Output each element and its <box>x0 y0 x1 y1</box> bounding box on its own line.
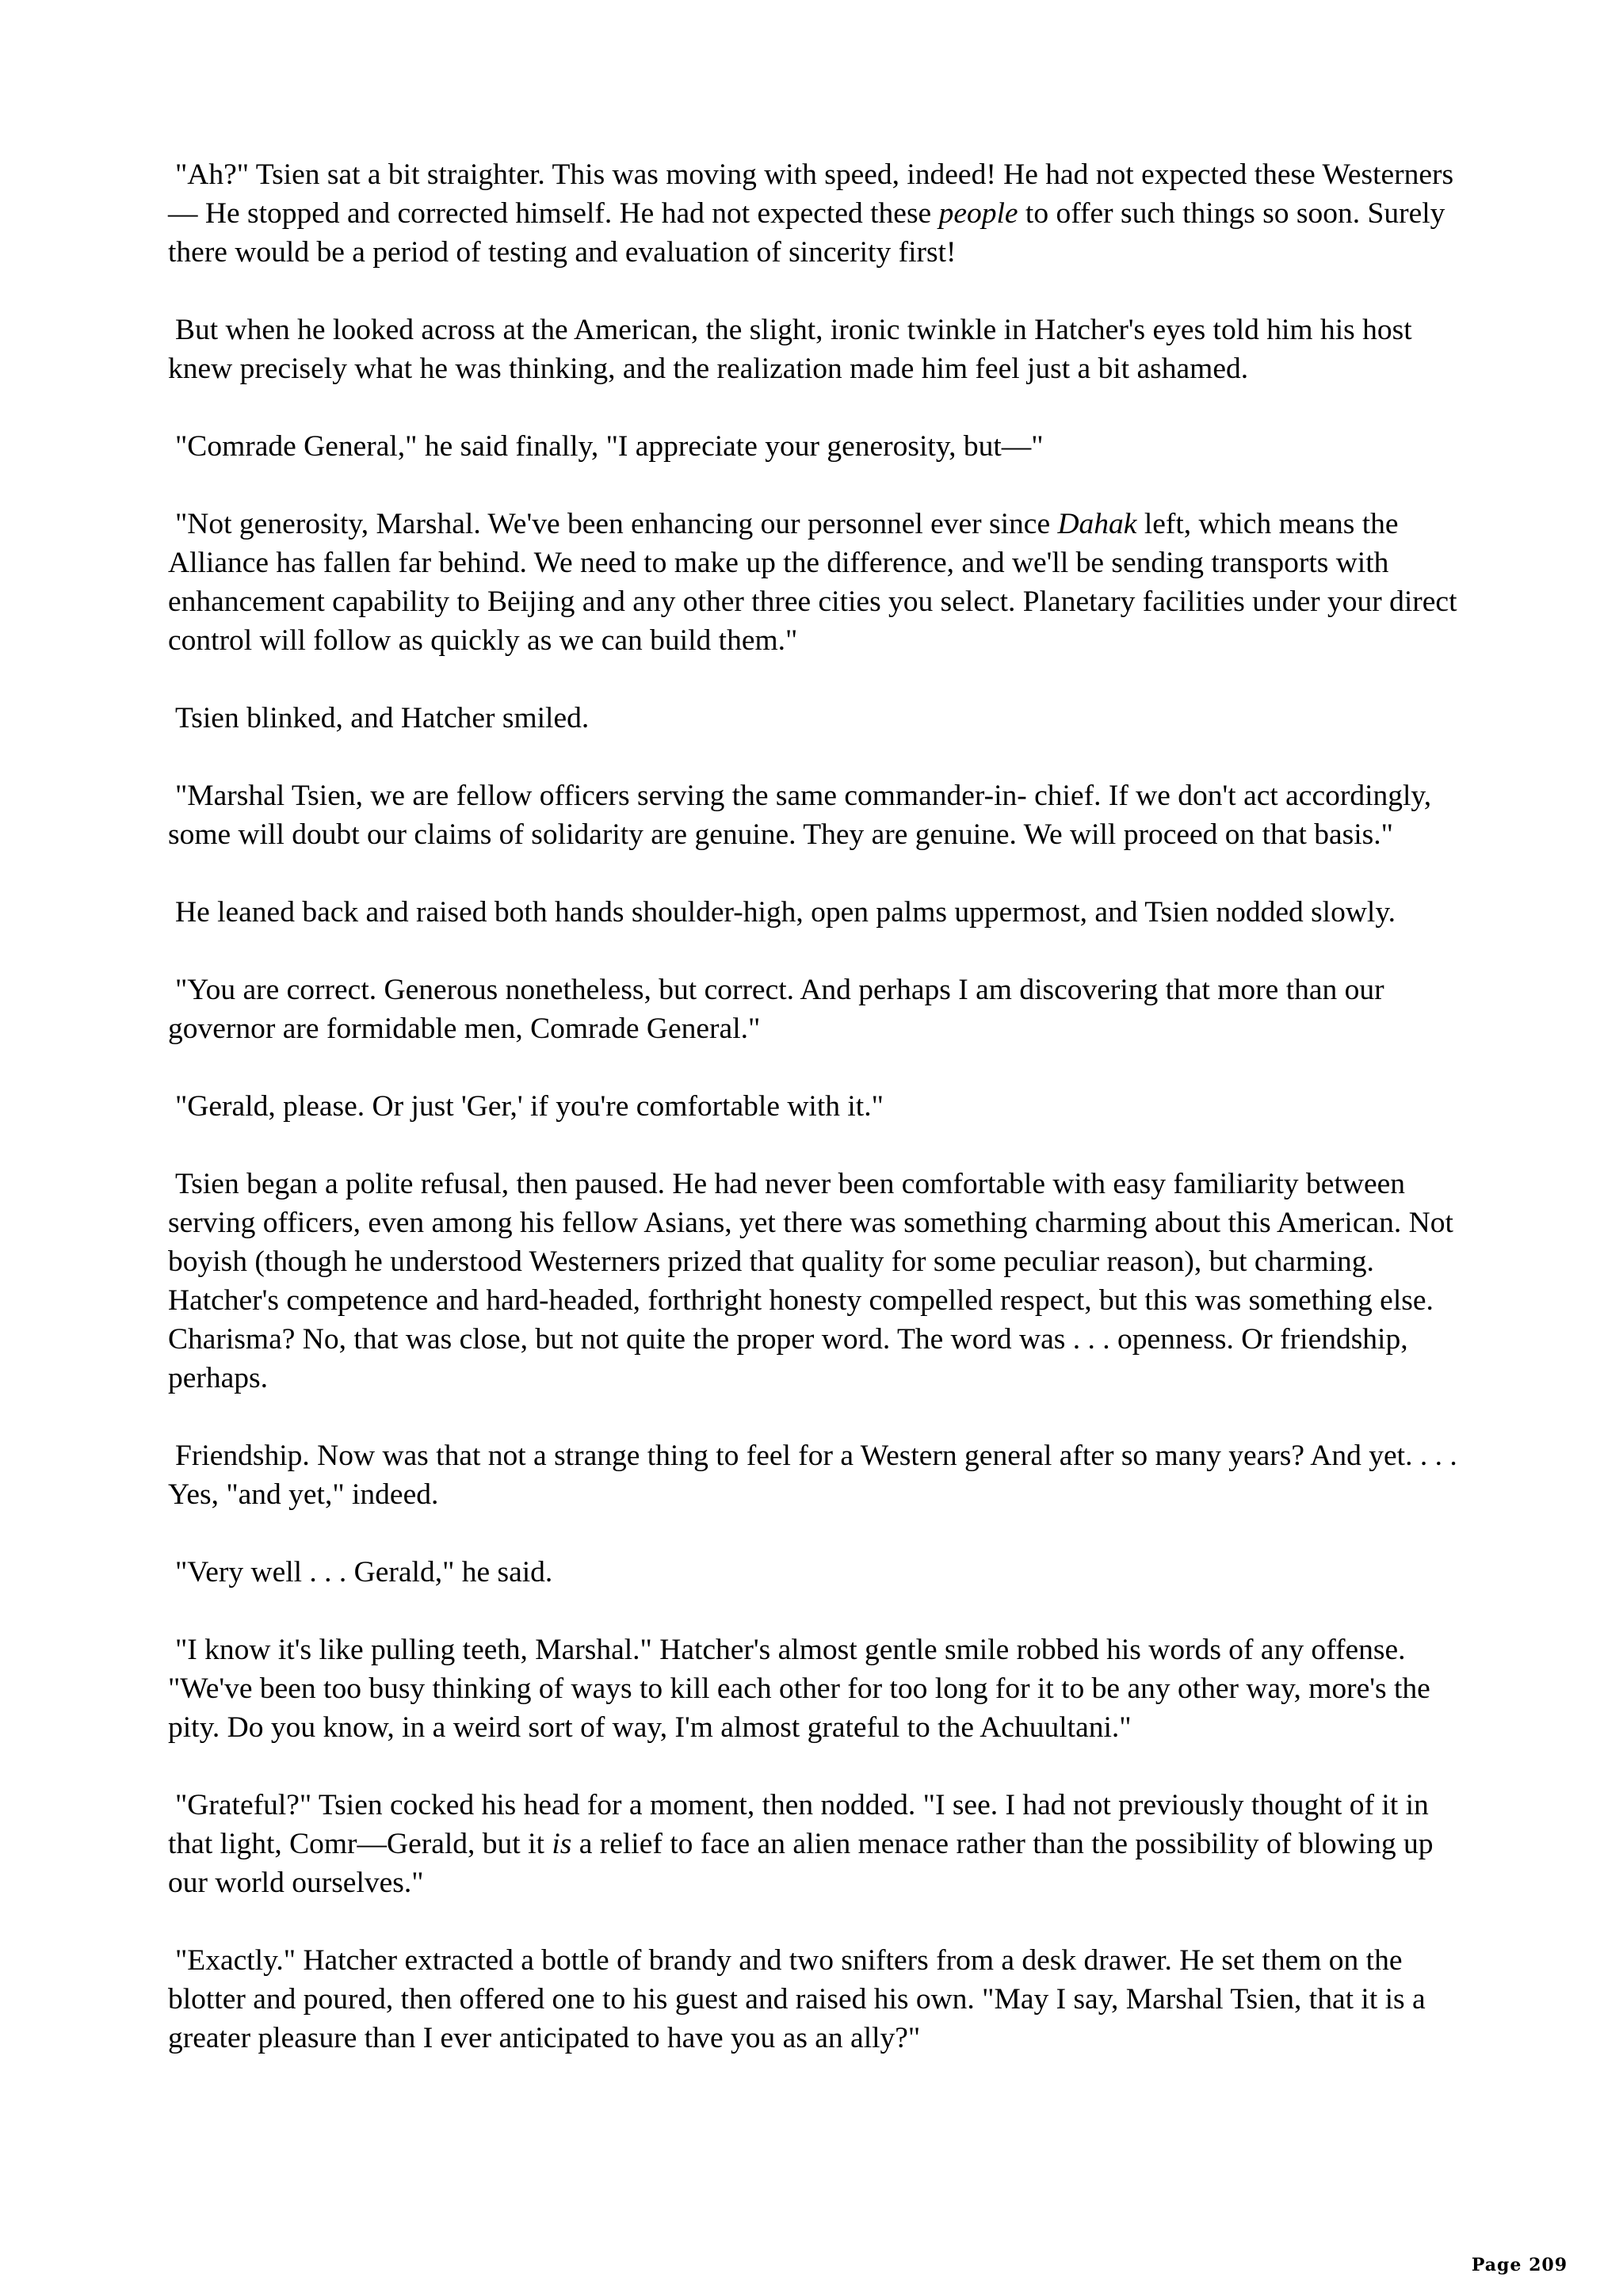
paragraph-4-text-a: "Not generosity, Marshal. We've been enhancing our personnel ever since <box>175 508 1058 540</box>
paragraph-4 <box>168 505 1468 660</box>
paragraph-10 <box>168 1165 1468 1398</box>
paragraph-14-text-b: a relief to face an alien menace rather than the possibility of blowing up our world ourselves." <box>168 1828 1434 1899</box>
paragraph-4-italic: Dahak <box>1057 508 1137 540</box>
paragraph-5-text: Tsien blinked, and Hatcher smiled. <box>175 702 590 734</box>
paragraph-7 <box>168 893 1468 932</box>
paragraph-15-text: "Exactly." Hatcher extracted a bottle of brandy and two snifters from a desk drawer. He set them on the blotter and poured, then offered one to his guest and raised his own. "May I say, Marshal Tsien, that it is a greater pleasure than I ever anticipated to have you as an ally?" <box>168 1944 1426 2054</box>
paragraph-15 <box>168 1941 1468 2058</box>
paragraph-10-text: Tsien began a polite refusal, then paused. He had never been comfortable with easy familiarity between serving officers, even among his fellow Asians, yet there was something charming about this American. Not boyish (though he understood Westerners prized that quality for some peculiar reason), but charming. Hatcher's competence and hard-headed, forthright honesty compelled respect, but this was something else. Charisma? No, that was close, but not quite the proper word. The word was . . . openness. Or friendship, perhaps. <box>168 1168 1453 1394</box>
paragraph-3-text: "Comrade General," he said finally, "I appreciate your generosity, but—" <box>175 430 1044 463</box>
paragraph-2 <box>168 311 1468 388</box>
paragraph-1-italic: people <box>938 197 1018 230</box>
paragraph-12-text: "Very well . . . Gerald," he said. <box>175 1556 553 1589</box>
paragraph-4-text-b: left, which means the Alliance has fallen far behind. We need to make up the difference, and we'll be sending transports with enhancement capability to Beijing and any other three cities you select. Planetary facilities under your direct control will follow as quickly as we can build them." <box>168 508 1457 657</box>
paragraph-1-text-b: to offer such things so soon. Surely there would be a period of testing and evaluation of sincerity first! <box>168 197 1445 269</box>
paragraph-1-text-a: "Ah?" Tsien sat a bit straighter. This was moving with speed, indeed! He had not expected these Westerners— He stopped and corrected himself. He had not expected these <box>168 158 1454 230</box>
paragraph-8 <box>168 971 1468 1048</box>
paragraph-14-text-a: "Grateful?" Tsien cocked his head for a moment, then nodded. "I see. I had not previously thought of it in that light, Comr—Gerald, but it <box>168 1789 1429 1860</box>
paragraph-9 <box>168 1087 1468 1126</box>
paragraph-8-text: "You are correct. Generous nonetheless, but correct. And perhaps I am discovering that more than our governor are formidable men, Comrade General." <box>168 974 1384 1045</box>
paragraph-14 <box>168 1786 1468 1902</box>
paragraph-1 <box>168 155 1468 272</box>
paragraph-14-italic: is <box>552 1828 572 1860</box>
paragraph-3 <box>168 427 1468 466</box>
document-body <box>168 155 1468 2096</box>
paragraph-7-text: He leaned back and raised both hands shoulder-high, open palms uppermost, and Tsien nodded slowly. <box>175 896 1396 929</box>
page-number: Page 209 <box>1471 2255 1568 2275</box>
paragraph-5 <box>168 699 1468 738</box>
paragraph-9-text: "Gerald, please. Or just 'Ger,' if you're comfortable with it." <box>175 1090 884 1123</box>
paragraph-6 <box>168 776 1468 854</box>
paragraph-2-text: But when he looked across at the American, the slight, ironic twinkle in Hatcher's eyes told him his host knew precisely what he was thinking, and the realization made him feel just a bit ashamed. <box>168 314 1412 385</box>
paragraph-13 <box>168 1630 1468 1747</box>
paragraph-13-text: "I know it's like pulling teeth, Marshal." Hatcher's almost gentle smile robbed his words of any offense. "We've been too busy thinking of ways to kill each other for too long for it to be any other way, more's the pity. Do you know, in a weird sort of way, I'm almost grateful to the Achuultani." <box>168 1634 1430 1744</box>
paragraph-11-text: Friendship. Now was that not a strange thing to feel for a Western general after so many years? And yet. . . . Yes, "and yet," indeed. <box>168 1440 1457 1511</box>
paragraph-6-text: "Marshal Tsien, we are fellow officers serving the same commander-in- chief. If we don't act accordingly, some will doubt our claims of solidarity are genuine. They are genuine. We will proceed on that basis." <box>168 780 1432 851</box>
paragraph-12 <box>168 1553 1468 1592</box>
paragraph-11 <box>168 1436 1468 1514</box>
